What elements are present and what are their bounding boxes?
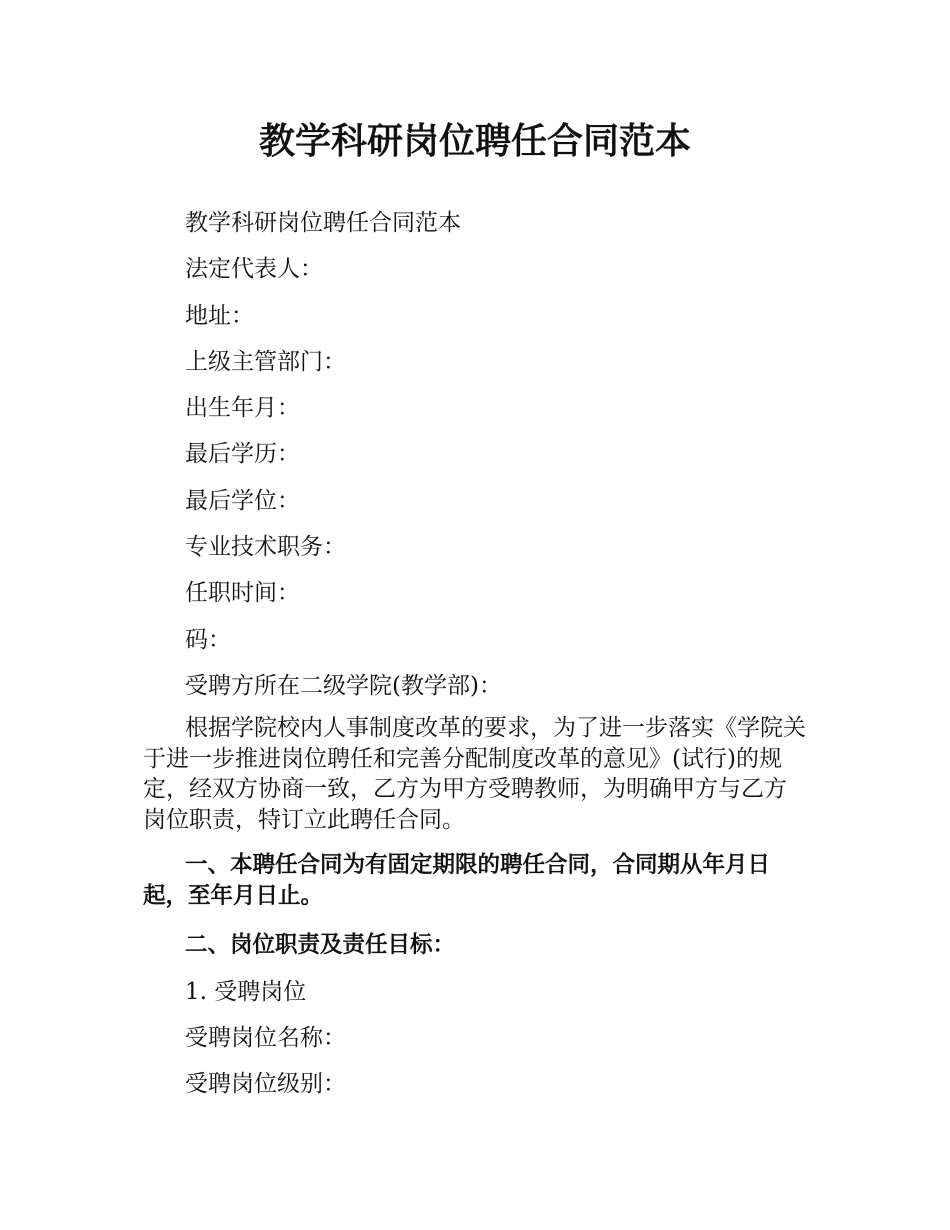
text-line: 受聘方所在二级学院(教学部)： xyxy=(185,672,502,699)
text-line: 法定代表人： xyxy=(185,256,323,283)
clause-duties-heading: 二、岗位职责及责任目标： xyxy=(185,932,456,959)
text-line: 码： xyxy=(185,626,231,653)
intro-paragraph: 根据学院校内人事制度改革的要求，为了进一步落实《学院关于进一步推进岗位聘任和完善分配制度改革的意见》(试行)的规定，经双方协商一致，乙方为甲方受聘教师，为明确甲方与乙方岗位职责，特订立此聘任合同。 xyxy=(143,715,806,833)
list-item: 受聘岗位名称： xyxy=(185,1024,346,1051)
text-line: 上级主管部门： xyxy=(185,348,346,375)
text-line: 地址： xyxy=(185,302,254,329)
list-item: 1. 受聘岗位 xyxy=(185,978,307,1005)
text-line: 专业技术职务： xyxy=(185,534,346,561)
list-item: 受聘岗位级别： xyxy=(185,1071,346,1098)
text-line: 出生年月： xyxy=(185,395,300,422)
text-line: 教学科研岗位聘任合同范本 xyxy=(185,210,461,236)
clause-term: 一、本聘任合同为有固定期限的聘任合同，合同期从年月日起，至年月日止。 xyxy=(143,852,771,909)
document-body xyxy=(143,200,808,1107)
document-title: 教学科研岗位聘任合同范本 xyxy=(258,121,691,162)
text-line: 最后学位： xyxy=(185,487,300,514)
text-line: 任职时间： xyxy=(185,580,300,607)
text-line: 最后学历： xyxy=(185,441,300,468)
